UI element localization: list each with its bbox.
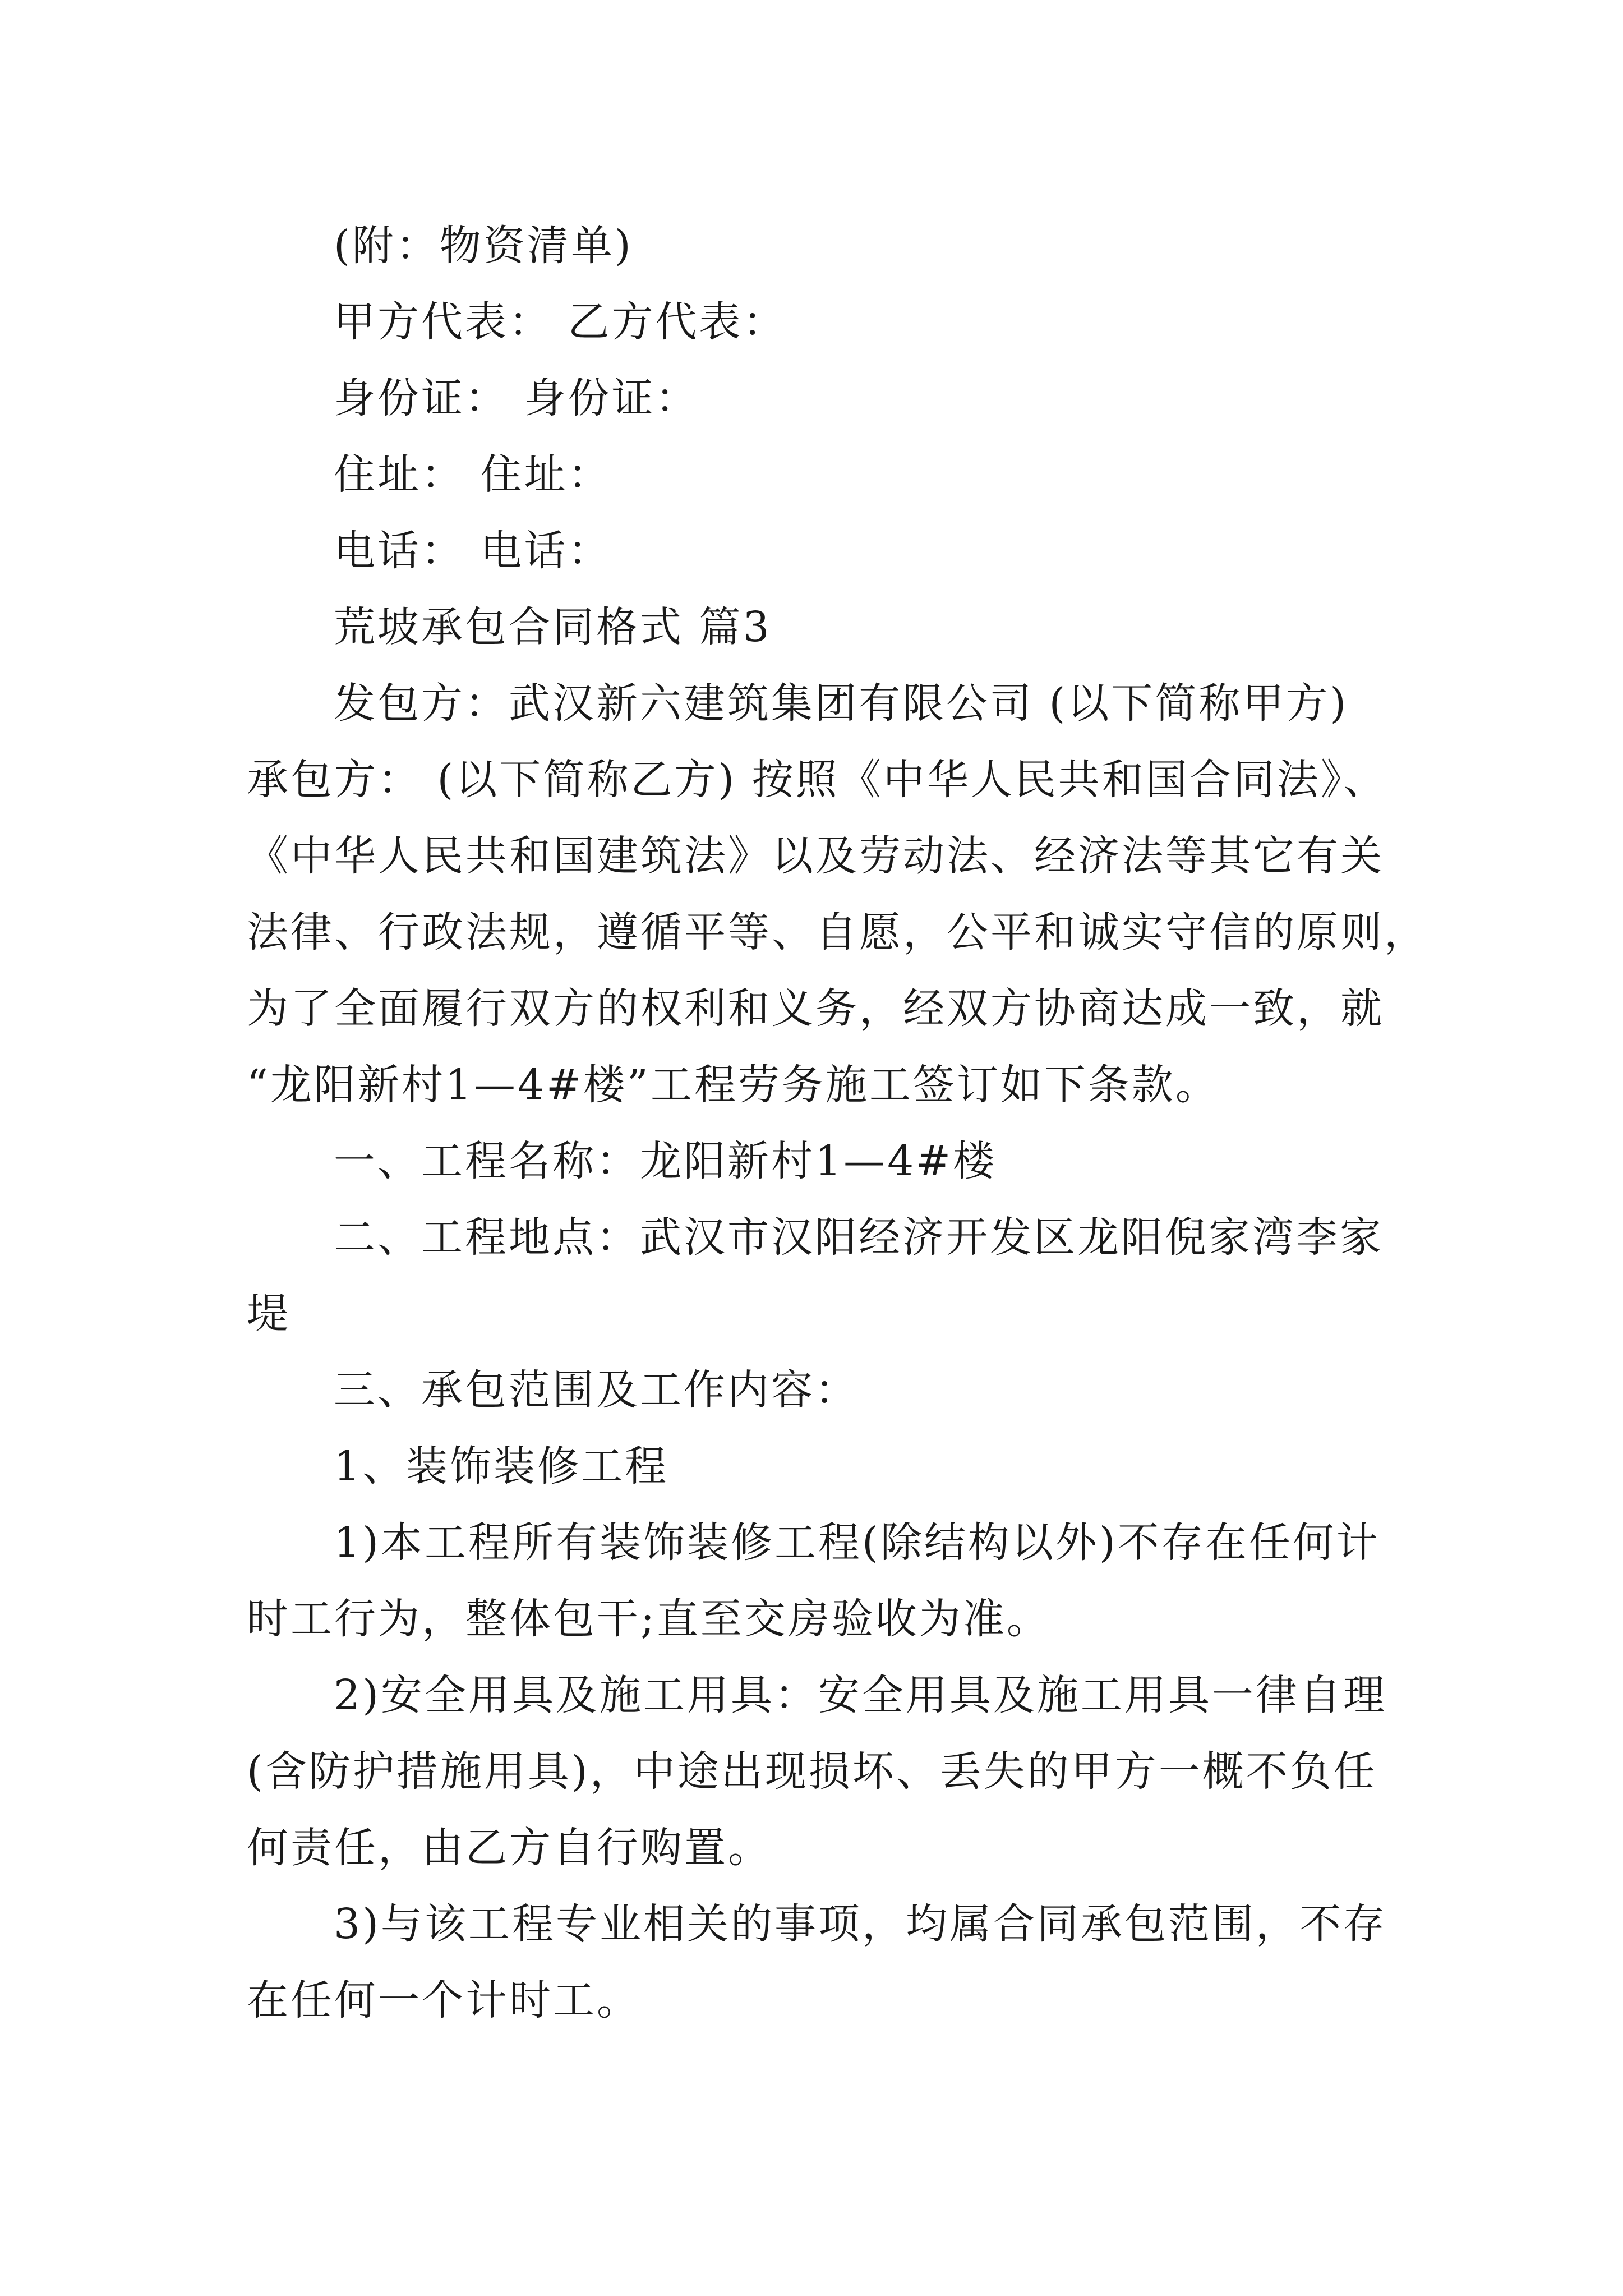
paragraph-line: 何责任，由乙方自行购置。 xyxy=(247,1824,772,1872)
paragraph-line: (含防护措施用具)，中途出现损坏、丢失的甲方一概不负任 xyxy=(247,1747,1377,1796)
paragraph-line: 2)安全用具及施工用具：安全用具及施工用具一律自理 xyxy=(334,1671,1387,1719)
subclause-heading: 1、装饰装修工程 xyxy=(334,1442,669,1490)
paragraph-line: 1)本工程所有装饰装修工程(除结构以外)不存在任何计 xyxy=(334,1519,1380,1567)
paragraph-line: 时工行为，整体包干;直至交房验收为准。 xyxy=(247,1595,1050,1643)
representatives-line: 甲方代表： 乙方代表： xyxy=(334,298,787,346)
paragraph-line: 3)与该工程专业相关的事项，均属合同承包范围，不存 xyxy=(334,1900,1387,1948)
paragraph-line: 为了全面履行双方的权利和义务，经双方协商达成一致，就 xyxy=(247,984,1384,1033)
paragraph-line: 发包方：武汉新六建筑集团有限公司 (以下简称甲方) xyxy=(334,679,1349,728)
paragraph-line: “龙阳新村1—4#楼”工程劳务施工签订如下条款。 xyxy=(247,1061,1219,1109)
paragraph-line: 承包方： (以下简称乙方) 按照《中华人民共和国合同法》、 xyxy=(247,756,1387,804)
address-line: 住址： 住址： xyxy=(334,450,612,499)
paragraph-line: 《中华人民共和国建筑法》以及劳动法、经济法等其它有关 xyxy=(247,832,1384,880)
section-heading: 荒坡承包合同格式 篇3 xyxy=(334,603,772,651)
clause-project-name: 一、工程名称：龙阳新村1—4#楼 xyxy=(334,1137,997,1185)
attachment-note: (附：物资清单) xyxy=(334,222,633,270)
paragraph-line: 法律、行政法规，遵循平等、自愿，公平和诚实守信的原则， xyxy=(247,908,1428,956)
paragraph-line: 在任何一个计时工。 xyxy=(247,1976,640,2024)
id-card-line: 身份证： 身份证： xyxy=(334,374,699,422)
phone-line: 电话： 电话： xyxy=(334,527,612,575)
clause-project-location: 二、工程地点：武汉市汉阳经济开发区龙阳倪家湾李家 xyxy=(334,1213,1384,1262)
document-body xyxy=(247,208,1430,2039)
clause-scope-heading: 三、承包范围及工作内容： xyxy=(334,1366,859,1414)
clause-project-location-cont: 堤 xyxy=(247,1290,291,1338)
